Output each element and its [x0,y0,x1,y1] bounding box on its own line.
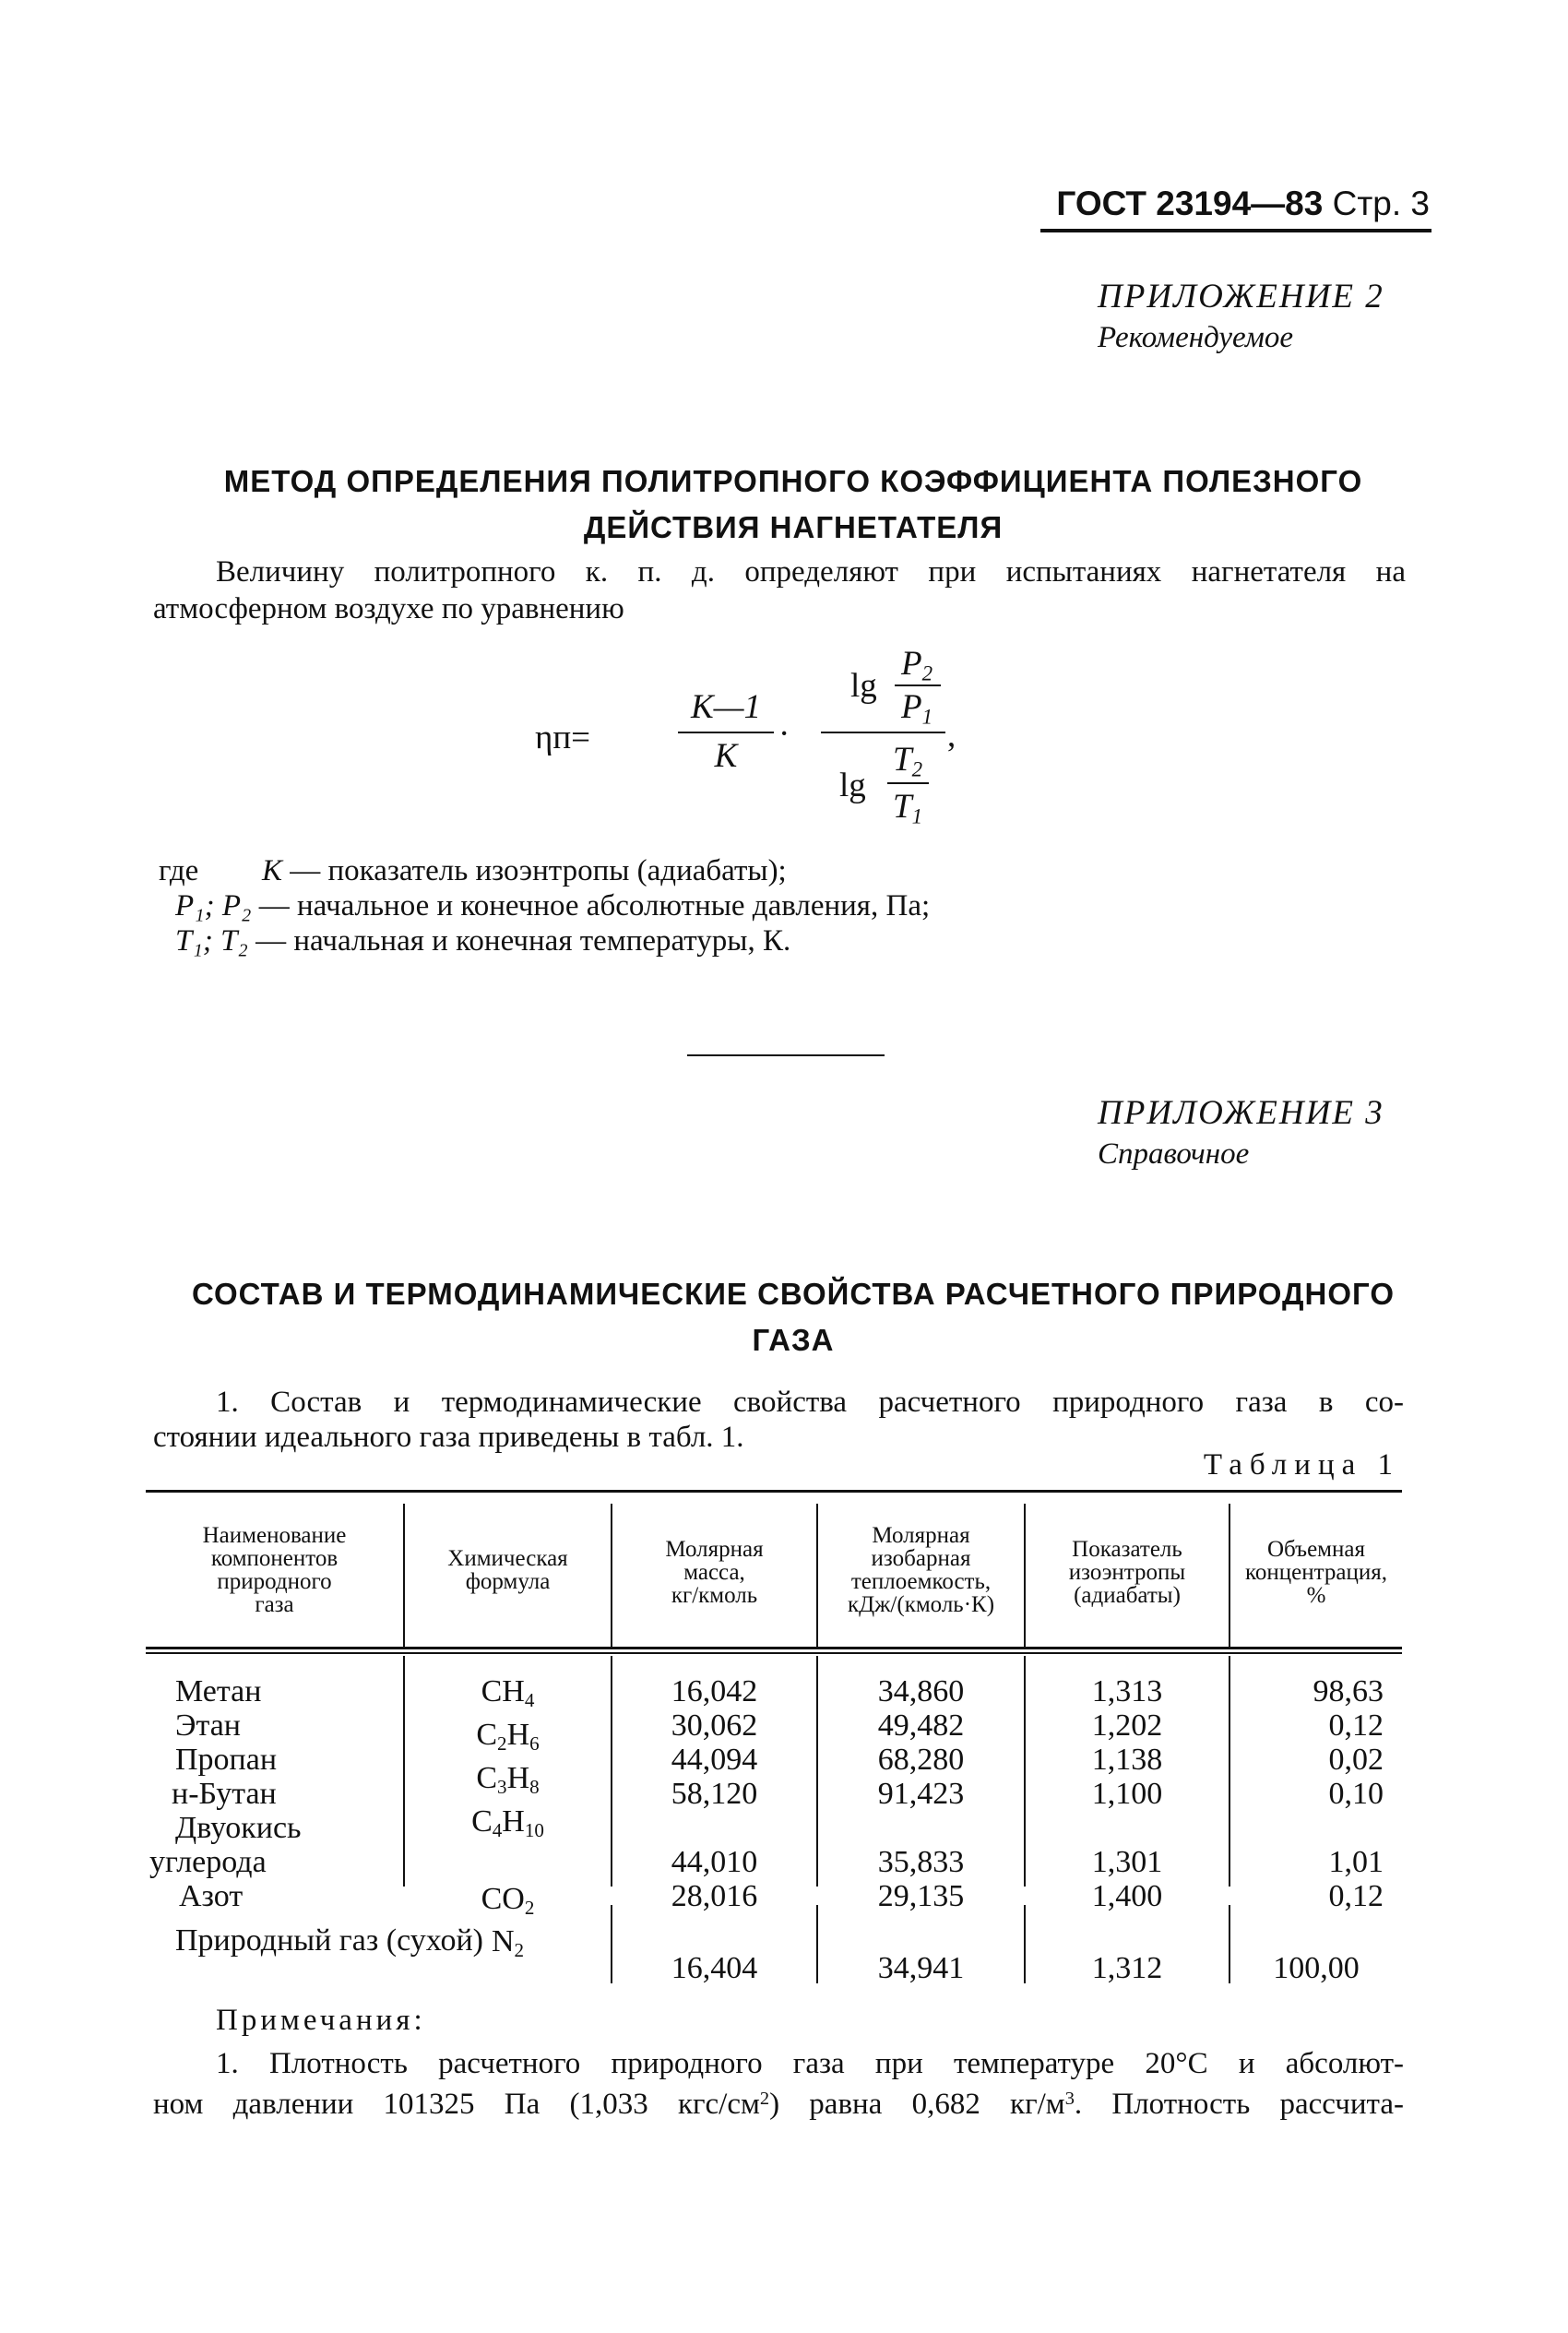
formula-t1: $T_1$ [893,788,923,828]
formula-frac1-bar [678,732,774,733]
definition-k: K — показатель изоэнтропы (адиабаты); [262,854,787,887]
appendix2-heading [148,458,1439,551]
appendix3-kind: Справочное [1098,1137,1250,1171]
efficiency-formula [535,637,1015,849]
table-cell: 58,120 [671,1777,758,1811]
table-row: Двуокись [175,1811,302,1845]
table-cell: 35,833 [877,1845,965,1879]
table-cell: 1,301 [1091,1845,1163,1879]
formula-lhs: ηп= [535,719,591,756]
table-cell: 30,062 [671,1708,758,1743]
table-cell: 1,202 [1091,1708,1163,1743]
table-cell: 68,280 [877,1743,965,1777]
header-concentration: Объемная концентрация, % [1245,1537,1387,1608]
table-row: н-Бутан [172,1777,277,1811]
appendix3-intro-line2: стоянии идеального газа приведены в табл. 1. [153,1421,744,1454]
table-cell: 98,63 [1313,1674,1384,1708]
table-top-rule [146,1490,1402,1493]
note1-line2: ном давлении 101325 Па (1,033 кгс/$см^2$) равна 0,682 $кг/м^3$. Плотность рассчита- [153,2088,1404,2122]
component-names [149,1674,302,1913]
formula-dot: · [778,715,790,753]
total-heat-capacity: 34,941 [877,1951,965,1985]
table-row: углерода [149,1845,267,1879]
table-cell: 0,12 [1328,1708,1384,1743]
appendix3-heading-line1: СОСТАВ И ТЕРМОДИНАМИЧЕСКИЕ СВОЙСТВА РАСЧЕТНОГО ПРИРОДНОГО [191,1277,1395,1311]
formula-main-bar [821,732,945,733]
table-cell: 29,135 [877,1879,965,1913]
section-separator [687,1054,885,1056]
table-cell: 44,094 [671,1743,758,1777]
table-cell: 0,02 [1328,1743,1384,1777]
table-cell: 91,423 [877,1777,965,1811]
table-cell [818,1811,1024,1845]
table-row: Азот [179,1879,244,1913]
table-cell [1026,1811,1229,1845]
formula-n2: $N_2$ [491,1924,525,1962]
table-cell: 16,042 [671,1674,758,1708]
formula-p1: $P_1$ [901,688,933,729]
page-header [1042,184,1430,223]
appendix2-title: ПРИЛОЖЕНИЕ 2 [1098,278,1384,315]
header-molar-mass: Молярная масса, кг/кмоль [665,1537,764,1608]
table-header-rule-2 [146,1652,1402,1654]
page-number: Стр. 3 [1332,184,1430,222]
formula-comma: , [947,717,956,755]
appendix3-heading-line2: ГАЗА [752,1323,835,1357]
formula-co2: $CO_2$ [481,1881,535,1919]
table-row: Пропан [175,1743,278,1777]
definition-t: T₁; T₂ — начальная и конечная температуры, К. [175,924,791,958]
table-cell [1230,1811,1384,1845]
total-isentropic-index: 1,312 [1091,1951,1163,1985]
formula-c3h8: $C_3H_8$ [476,1760,540,1798]
concentration-column [1230,1674,1384,1913]
appendix2-intro-line2: атмосферном воздухе по уравнению [153,592,624,625]
total-row-name: Природный газ (сухой) [175,1923,483,1958]
appendix2-heading-line1: МЕТОД ОПРЕДЕЛЕНИЯ ПОЛИТРОПНОГО КОЭФФИЦИЕНТА ПОЛЕЗНОГО [223,464,1363,498]
where-label: где [159,854,199,887]
appendix2-heading-line2: ДЕЙСТВИЯ НАГНЕТАТЕЛЯ [583,510,1004,544]
table-cell: 0,10 [1328,1777,1384,1811]
appendix3-heading [148,1271,1439,1363]
header-isentropic-index: Показатель изоэнтропы (адиабаты) [1068,1537,1186,1608]
formula-ch4: $CH_4$ [481,1674,535,1711]
formula-frac1-numerator: K—1 [690,688,762,726]
appendix3-intro-line1: 1. Состав и термодинамические свойства расчетного природного газа в со- [216,1386,1404,1419]
formula-t2: $T_2$ [893,741,923,781]
table-cell: 1,400 [1091,1879,1163,1913]
total-molar-mass: 16,404 [671,1951,758,1985]
isentropic-index-column [1026,1674,1229,1913]
formula-frac1-denominator: K [714,737,738,775]
definition-p: P₁; P₂ — начальное и конечное абсолютные давления, Па; [175,889,931,922]
gost-number: ГОСТ 23194—83 [1056,184,1324,222]
notes-title: Примечания: [216,2004,426,2037]
header-component-name: Наименование компонентов природного газа [202,1523,347,1617]
table-cell: 1,313 [1091,1674,1163,1708]
appendix3-title: ПРИЛОЖЕНИЕ 3 [1098,1094,1384,1132]
definitions [175,853,1282,958]
heat-capacity-column [818,1674,1024,1913]
table-row: Метан [175,1674,262,1708]
molar-mass-column [612,1674,816,1913]
total-concentration: 100,00 [1273,1951,1360,1985]
table-cell: 0,12 [1328,1879,1384,1913]
formula-p2: $P_2$ [901,645,933,685]
header-rule [1040,229,1431,232]
table-cell: 44,010 [671,1845,758,1879]
table-header-rule [146,1647,1402,1649]
appendix2-kind: Рекомендуемое [1098,321,1294,354]
table-cell: 34,860 [877,1674,965,1708]
table-cell: 1,100 [1091,1777,1163,1811]
formula-lg-bottom: lg [839,767,866,804]
header-formula: Химическая формула [447,1546,568,1594]
appendix2-intro-line1: Величину политропного к. п. д. определяют при испытаниях нагнетателя на [216,555,1406,589]
table-cell: 1,138 [1091,1743,1163,1777]
formula-lg-top: lg [850,667,877,705]
note1-line1: 1. Плотность расчетного природного газа при температуре 20°С и абсолют- [216,2047,1404,2080]
table-row: Этан [175,1708,242,1743]
formula-t-bar [887,782,929,784]
table-cell [612,1811,816,1845]
table-cell: 1,01 [1328,1845,1384,1879]
table-cell: 49,482 [877,1708,965,1743]
header-heat-capacity: Молярная изобарная теплоемкость, кДж/(кмоль·К) [847,1523,995,1617]
formula-p-bar [895,684,941,686]
formula-c4h10: $C_4H_{10}$ [471,1803,544,1841]
table-caption: Таблица 1 [1203,1448,1400,1482]
table-cell: 28,016 [671,1879,758,1913]
formula-c2h6: $C_2H_6$ [476,1717,540,1755]
formula-blank [405,1848,611,1882]
